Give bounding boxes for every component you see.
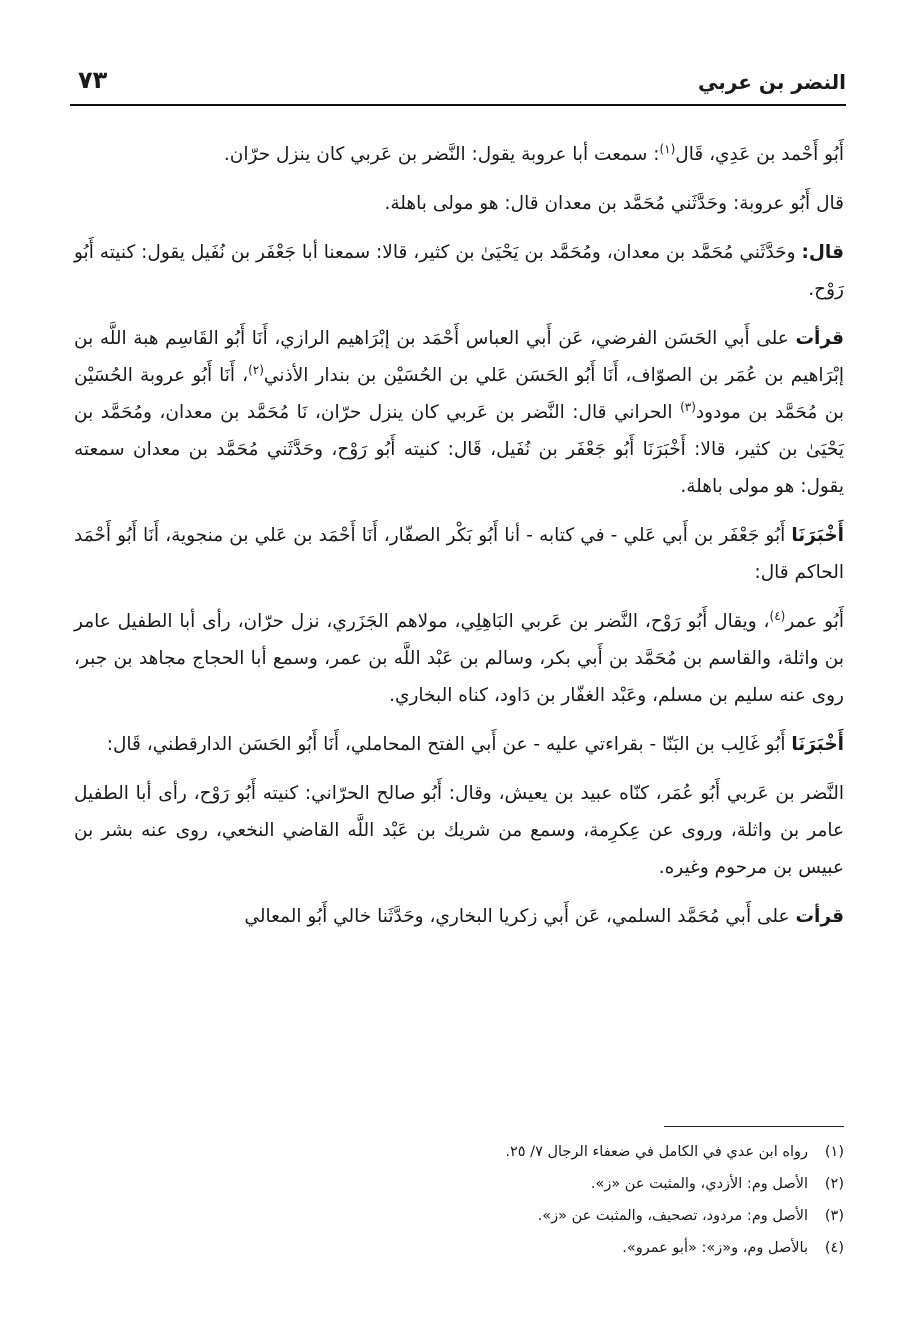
footnote-reference: (٤) bbox=[769, 608, 786, 623]
text-paragraph bbox=[74, 136, 844, 173]
page-number: ٧٣ bbox=[78, 66, 108, 94]
paragraph-lead-word: قال: bbox=[801, 242, 844, 263]
footnote-text: الأصل وم: مردود، تصحيف، والمثبت عن «ز». bbox=[537, 1208, 808, 1224]
footnote-item bbox=[74, 1168, 844, 1200]
footnote-reference: (٢) bbox=[248, 362, 264, 377]
paragraph-text: النَّضر بن عَربي أَبُو عُمَر، كنّاه عبيد بن يعيش، وقال: أَبُو صالح الحرّاني: كنيته أَبُو رَوْح، رأى أبا الطفيل عامر بن واثلة، وروى عن عِكرِمة، وسمع من شريك بن عَبْد اللَّه القاضي النخعي، روى عنه بشر بن عبيس بن مرحوم وغيره. bbox=[74, 783, 844, 878]
paragraph-text: أَبُو عمر bbox=[785, 611, 844, 632]
paragraph-text: ، ويقال أَبُو رَوْح، النَّضر بن عَربي البَاهِلِي، مولاهم الجَزَري، نزل حرّان، رأى أبا الطفيل عامر بن واثلة، والقاسم بن مُحَمَّد بن أَبي بكر، وسالم بن عَبْد اللَّه بن عمر، وسمع أبا الحجاج مجاهد بن جبر، روى عنه سليم بن مسلم، وعَبْد الغفّار بن دَاود، كناه البخاري. bbox=[74, 611, 844, 706]
footnote-text: بالأصل وم، و«ز»: «أبو عمرو». bbox=[622, 1240, 808, 1256]
text-paragraph bbox=[74, 726, 844, 763]
footnote-number: (١) bbox=[824, 1144, 844, 1160]
footnote-number: (٣) bbox=[824, 1208, 844, 1224]
text-paragraph bbox=[74, 775, 844, 886]
paragraph-lead-word: قرأت bbox=[795, 328, 844, 349]
footnote-item bbox=[74, 1200, 844, 1232]
paragraph-lead-word: قرأت bbox=[795, 906, 844, 927]
footnote-rule bbox=[664, 1126, 844, 1127]
text-paragraph bbox=[74, 898, 844, 935]
text-paragraph bbox=[74, 320, 844, 505]
footnote-item bbox=[74, 1136, 844, 1168]
footnote-reference: (١) bbox=[659, 141, 676, 156]
paragraph-text: على أَبي مُحَمَّد السلمي، عَن أَبي زكريا البخاري، وحَدَّثَنا خالي أَبُو المعالي bbox=[244, 906, 796, 927]
text-paragraph bbox=[74, 234, 844, 308]
footnotes bbox=[74, 1136, 844, 1264]
header-rule bbox=[70, 104, 846, 106]
paragraph-text: : سمعت أبا عروبة يقول: النَّضر بن عَربي كان ينزل حرّان. bbox=[223, 144, 660, 165]
paragraph-text: قال أَبُو عروبة: وحَدَّثَني مُحَمَّد بن معدان قال: هو مولى باهلة. bbox=[384, 193, 844, 214]
paragraph-text: ، أَنَا أَبُو عروبة الحُسَيْن بن مُحَمَّد بن مودود bbox=[74, 365, 844, 423]
footnote-text: الأصل وم: الأزدي، والمثبت عن «ز». bbox=[590, 1176, 808, 1192]
main-text bbox=[74, 136, 844, 947]
paragraph-text: الحراني قال: النَّضر بن عَربي كان ينزل حرّان، نَا مُحَمَّد بن معدان، ومُحَمَّد بن يَحْيَىٰ بن كثير، قالا: أَخْبَرَنَا أَبُو جَعْفَر بن نُفَيل، قَال: كنيته أَبُو رَوْح، وحَدَّثَني مُحَمَّد بن معدان سمعته يقول: هو مولى باهلة. bbox=[74, 402, 844, 497]
page-header bbox=[70, 60, 846, 104]
text-paragraph bbox=[74, 603, 844, 714]
paragraph-lead-word: أَخْبَرَنَا bbox=[791, 525, 844, 546]
paragraph-text: أَبُو أَحْمد بن عَدِي، قَال bbox=[675, 144, 844, 165]
text-paragraph bbox=[74, 185, 844, 222]
paragraph-text: أَبُو جَعْفَر بن أَبي عَلي - في كتابه - أنا أَبُو بَكْر الصفّار، أَنَا أَحْمَد بن عَلي بن منجوية، أَنَا أَبُو أَحْمَد الحاكم قال: bbox=[74, 525, 844, 583]
running-title: النضر بن عربي bbox=[698, 70, 846, 94]
paragraph-text: أَبُو غَالِب بن البَنّا - بقراءتي عليه - عن أَبي الفتح المحاملي، أَنَا أَبُو الحَسَن الدارقطني، قَال: bbox=[106, 734, 792, 755]
paragraph-text: على أَبي الحَسَن الفرضي، عَن أَبي العباس أَحْمَد بن إبْرَاهيم الرازي، أَنَا أَبُو القَاسِم هبة اللَّه بن إبْرَاهيم بن عُمَر بن الصوّاف، أَنَا أَبُو الحَسَن عَلي بن الحُسَيْن بن بندار الأذني bbox=[74, 328, 844, 386]
footnote-number: (٤) bbox=[824, 1240, 844, 1256]
footnote-text: رواه ابن عدي في الكامل في ضعفاء الرجال ٧/ ٢٥. bbox=[505, 1144, 808, 1160]
text-paragraph bbox=[74, 517, 844, 591]
footnote-number: (٢) bbox=[824, 1176, 844, 1192]
paragraph-lead-word: أَخْبَرَنَا bbox=[791, 734, 844, 755]
footnote-item bbox=[74, 1232, 844, 1264]
paragraph-text: وحَدَّثَني مُحَمَّد بن معدان، ومُحَمَّد بن يَحْيَىٰ بن كثير، قالا: سمعنا أبا جَعْفَر بن نُفَيل يقول: كنيته أَبُو رَوْح. bbox=[74, 242, 844, 300]
footnote-reference: (٣) bbox=[680, 399, 696, 414]
